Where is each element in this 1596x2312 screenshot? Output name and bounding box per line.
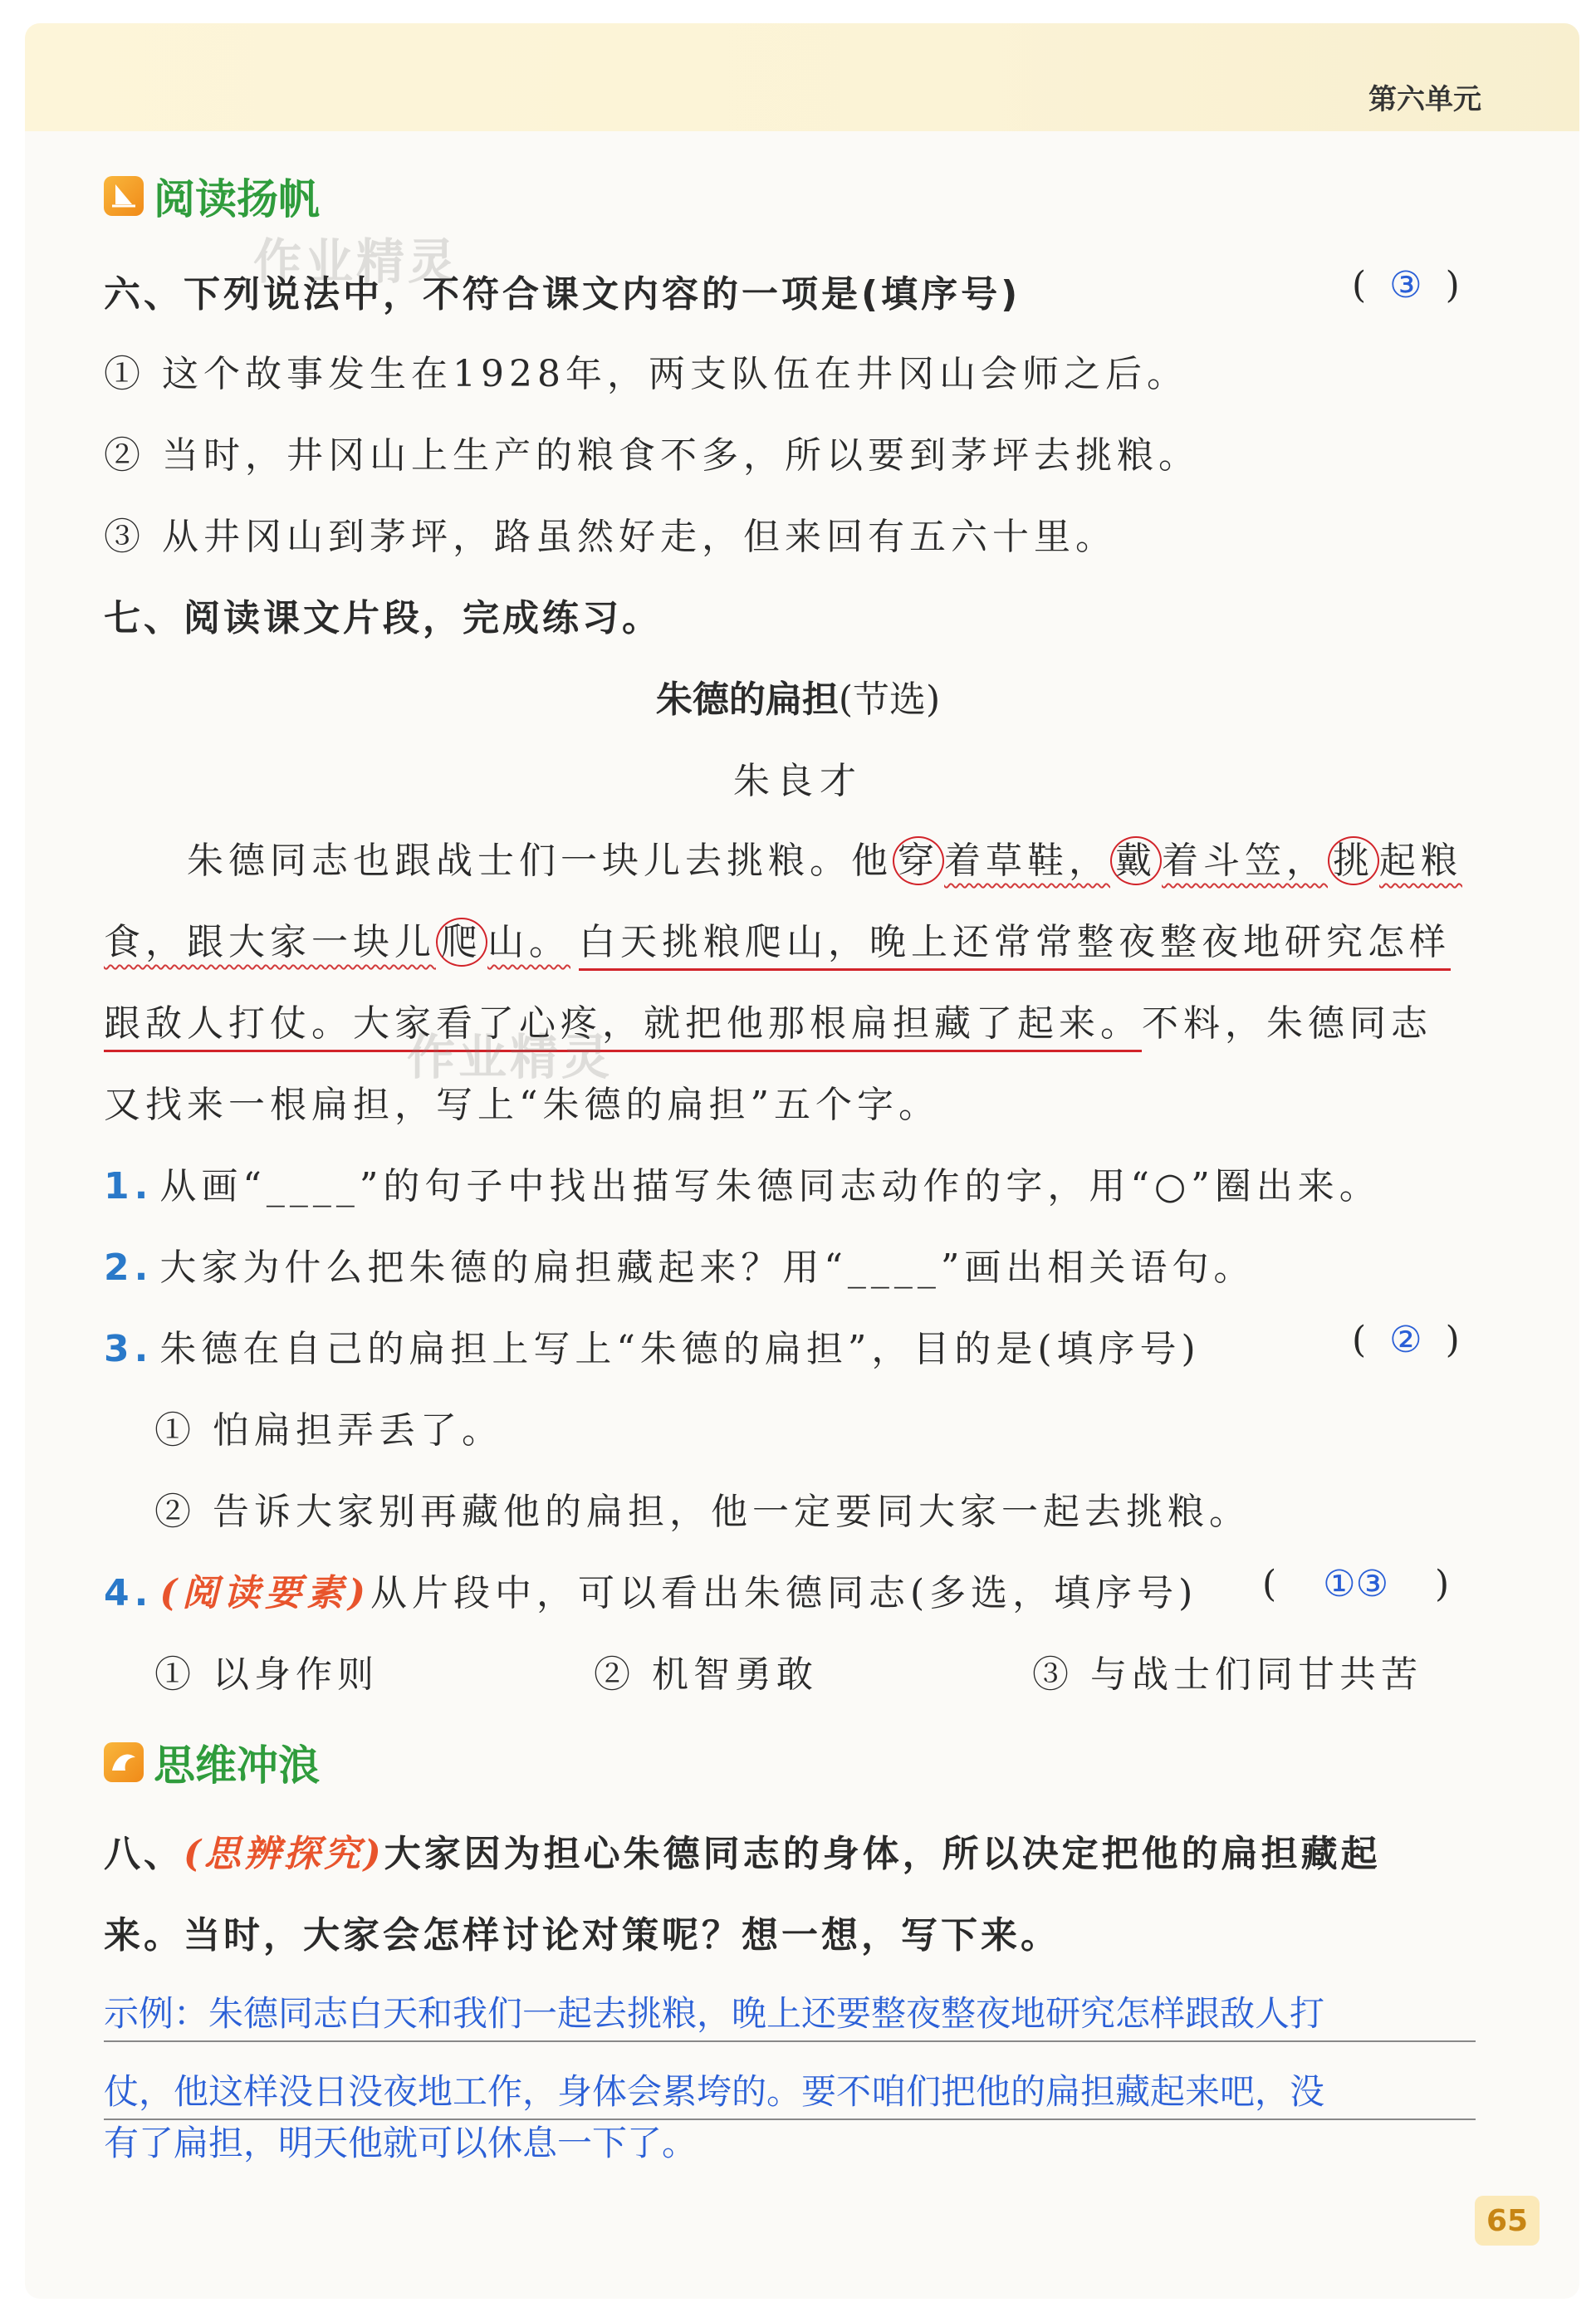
q7-4-answer: ①③	[1323, 1563, 1389, 1605]
q7-3-answer: ②	[1389, 1319, 1422, 1361]
section-header-reading	[104, 166, 320, 226]
watermark: 作业精灵	[407, 1029, 614, 1085]
q6-option: ③ 从井冈山到茅坪，路虽然好走，但来回有五六十里。	[104, 516, 1117, 558]
circled-char: 戴	[1110, 836, 1162, 885]
question-number: 八、	[104, 1833, 184, 1875]
q6-option: ② 当时，井冈山上生产的粮食不多，所以要到茅坪去挑粮。	[104, 434, 1200, 477]
circled-char: 穿	[893, 836, 944, 885]
question-text: 从画“____”的句子中找出描写朱德同志动作的字，用“○”圈出来。	[159, 1165, 1381, 1207]
passage-text: 不料，朱德同志	[1142, 1002, 1432, 1045]
q7-4-answer-box: ( ①③ )	[1262, 1563, 1450, 1605]
wave-icon	[104, 1742, 144, 1782]
passage-line-1	[104, 830, 1482, 885]
question-number: 2.	[104, 1247, 154, 1289]
q7-sub-4	[104, 1563, 1197, 1616]
sail-icon	[104, 176, 144, 216]
question-number: 1.	[104, 1165, 154, 1207]
question-number: 3.	[104, 1328, 154, 1370]
question-text: 从片段中，可以看出朱德同志(多选，填序号)	[370, 1572, 1198, 1614]
question-text: 朱德在自己的扁担上写上“朱德的扁担”，目的是(填序号)	[159, 1328, 1201, 1370]
passage-author: 朱良才	[733, 760, 863, 802]
passage-text: 食，跟大家一块儿	[104, 921, 436, 963]
passage-text: 起粮	[1379, 840, 1462, 882]
circled-char: 挑	[1328, 836, 1379, 885]
question-text: 大家为什么把朱德的扁担藏起来？用“____”画出相关语句。	[159, 1247, 1256, 1289]
passage-title-note: (节选)	[838, 678, 941, 721]
question-text: 大家因为担心朱德同志的身体，所以决定把他的扁担藏起	[384, 1833, 1381, 1875]
q7-sub-1	[104, 1156, 1381, 1209]
q7-4-option: ② 机智勇敢	[594, 1653, 818, 1696]
q6-answer: ③	[1389, 264, 1422, 306]
circled-char: 爬	[436, 918, 487, 967]
q8-line-1	[104, 1824, 1381, 1877]
section-title: 思维冲浪	[154, 1741, 320, 1790]
section-title: 阅读扬帆	[154, 175, 320, 223]
q7-4-option: ③ 与战士们同甘共苦	[1032, 1653, 1422, 1696]
q6-option: ① 这个故事发生在1928年，两支队伍在井冈山会师之后。	[104, 353, 1188, 395]
q7-4-option: ① 以身作则	[154, 1653, 379, 1696]
passage-line-4: 又找来一根扁担，写上“朱德的扁担”五个字。	[104, 1084, 940, 1126]
passage-text: 着斗笠，	[1162, 840, 1328, 882]
top-band	[25, 23, 1579, 131]
passage-line-3	[104, 993, 1482, 1046]
unit-label: 第六单元	[1368, 83, 1481, 116]
passage-line-2	[104, 912, 1482, 967]
answer-rule	[104, 2040, 1476, 2042]
passage-title-main: 朱德的扁担	[655, 678, 839, 721]
question-tag: (阅读要素)	[159, 1572, 370, 1614]
q7-3-option: ② 告诉大家别再藏他的扁担，他一定要同大家一起去挑粮。	[154, 1491, 1251, 1533]
q8-answer-line: 示例：朱德同志白天和我们一起去挑粮，晚上还要整夜整夜地研究怎样跟敌人打	[104, 1993, 1325, 2034]
q7-stem: 七、阅读课文片段，完成练习。	[104, 597, 662, 639]
passage-text: 朱德同志也跟战士们一块儿去挑粮。他	[187, 840, 893, 882]
wavy-sentence	[893, 840, 1462, 882]
q8-answer-line: 有了扁担，明天他就可以休息一下了。	[104, 2123, 698, 2163]
q7-sub-2	[104, 1237, 1255, 1291]
q7-sub-3	[104, 1319, 1201, 1372]
page-number: 65	[1475, 2196, 1540, 2246]
wavy-sentence	[104, 921, 570, 963]
q6-answer-box: ( ③ )	[1352, 264, 1460, 306]
section-header-thinking	[104, 1732, 320, 1792]
watermark: 作业精灵	[253, 233, 460, 290]
q6-stem: 六、下列说法中，不符合课文内容的一项是(填序号)	[104, 273, 1021, 316]
question-number: 4.	[104, 1572, 154, 1614]
q7-3-answer-box: ( ② )	[1352, 1319, 1460, 1361]
underlined-sentence: 跟敌人打仗。大家看了心疼，就把他那根扁担藏了起来。	[104, 1002, 1142, 1052]
q7-3-option: ① 怕扁担弄丢了。	[154, 1409, 503, 1452]
question-tag: (思辨探究)	[184, 1833, 384, 1875]
passage-title	[0, 669, 1596, 722]
q8-answer-line: 仗，他这样没日没夜地工作，身体会累垮的。要不咱们把他的扁担藏起来吧，没	[104, 2071, 1325, 2112]
q8-line-2: 来。当时，大家会怎样讨论对策呢？想一想，写下来。	[104, 1914, 1060, 1957]
passage-text: 着草鞋，	[944, 840, 1110, 882]
underlined-sentence: 白天挑粮爬山，晚上还常常整夜整夜地研究怎样	[579, 921, 1451, 971]
passage-text: 山。	[487, 921, 570, 963]
